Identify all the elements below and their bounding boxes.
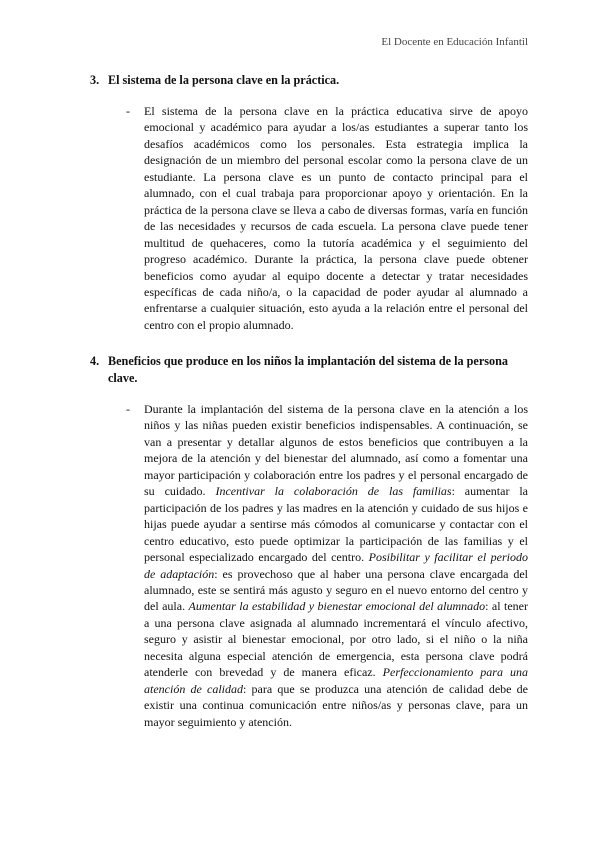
bullet-dash: - [126,104,130,118]
text-run: : aumentar la participación de los padres y las madres en la atención y cuidado de sus hijos e hijas puede ayudar a sentirse más cómodos al comunicarse y contactar con el centro educativo, esto puede optimizar la participación de las familias y el personal especializado encargado del centro. [144,484,529,565]
section-4 [90,353,528,730]
running-header: El Docente en Educación Infantil [381,36,528,48]
italic-heading-run: Perfeccionamiento para una atención de calidad [144,665,528,696]
text-run: : para que se produzca una atención de calidad debe de existir una continua comunicación entre niños/as y personas clave, para un mayor seguimiento y atención. [144,681,528,729]
bullet-dash: - [126,402,130,416]
section-number: 4. [90,354,100,368]
italic-heading-run: Posibilitar y facilitar el periodo de adaptación [144,550,529,581]
section-heading [90,353,528,387]
section-title: Beneficios que produce en los niños la implantación del sistema de la persona clave. [108,354,508,385]
body-paragraph: El sistema de la persona clave en la práctica educativa sirve de apoyo emocional y académico para ayudar a los/as estudiantes a superar tanto los desafíos académicos como los personales. Esta estrategia implica la designación de un miembro del personal escolar como la persona clave de un estudiante. La persona clave es un punto de contacto principal para el alumnado, con el cual trabaja para proporcionar apoyo y orientación. En la práctica de la persona clave se lleva a cabo de diversas formas, varía en función de las necesidades y recursos de cada escuela. La persona clave puede tener multitud de quehaceres, como la tutoría académica y el seguimiento del progreso académico. Durante la práctica, la persona clave puede obtener beneficios como ayudar al equipo docente a detectar y tratar necesidades específicas de cada niño/a, o la capacidad de poder ayudar al alumnado a enfrentarse a cualquier situación, esto ayuda a la relación entre el personal del centro con el propio alumnado. [144,104,528,332]
bullet-item [90,103,528,333]
section-heading [90,72,528,89]
text-run: : al tener a una persona clave asignada al alumnado incrementará el vínculo afectivo, seguro y asistir al bienestar emocional, por otro lado, si el niño o la niña necesita alguna especial atención de emergencia, esta persona clave podrá atenderle con brevedad y de manera eficaz. [144,599,528,680]
body-paragraph [144,401,528,730]
text-run: Durante la implantación del sistema de la persona clave en la atención a los niños y las niñas pueden existir beneficios indispensables. A continuación, se van a presentar y detallar algunos de estos beneficios que contribuyen a la mejora de la atención y del bienestar del alumnado, así como a fomentar una mayor participación y colaboración entre los padres y el personal encargado de su cuidado. [144,402,528,499]
italic-heading-run: Aumentar la estabilidad y bienestar emocional del alumnado [188,599,486,614]
bullet-item [90,401,528,730]
section-3 [90,72,528,333]
text-run: : es provechoso que al haber una persona clave encargada del alumnado, este se sentirá más agusto y seguro en el nuevo entorno del centro y del aula. [144,566,528,614]
section-number: 3. [90,73,100,87]
italic-heading-run: Incentivar la colaboración de las familias [215,484,452,499]
section-title: El sistema de la persona clave en la práctica. [108,73,340,87]
